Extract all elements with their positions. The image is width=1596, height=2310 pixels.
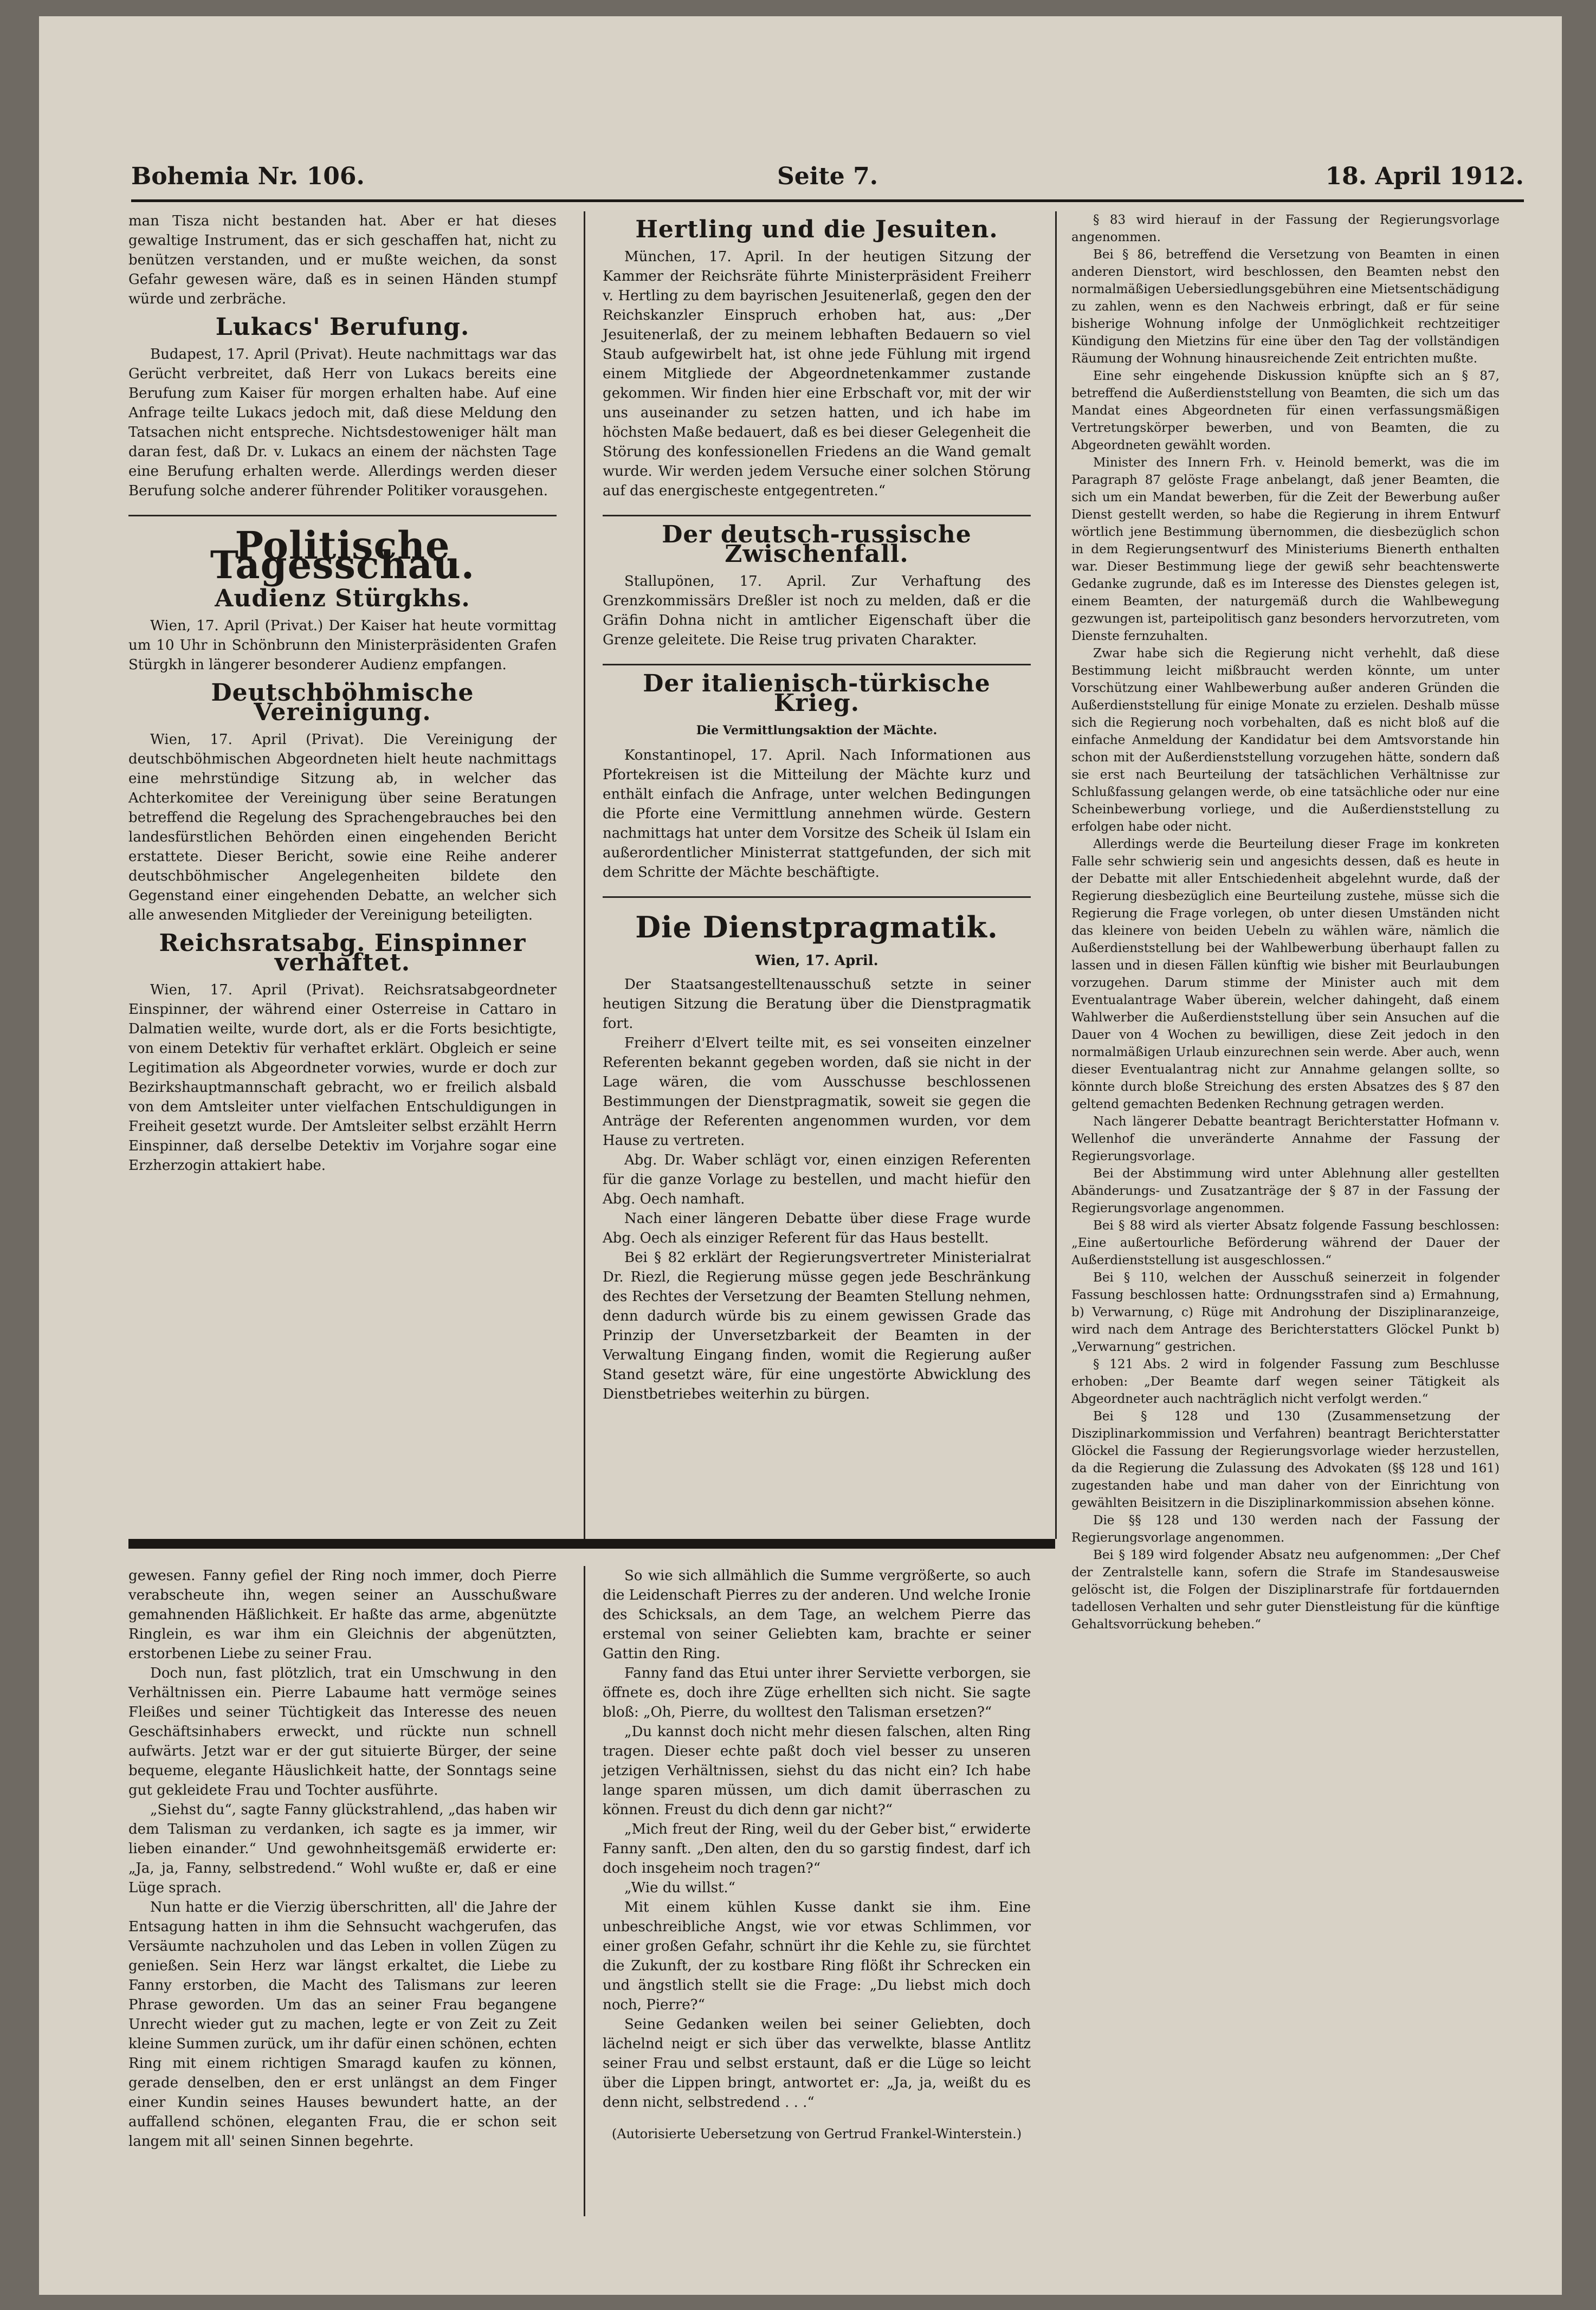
feuilleton-paragraph: „Du kannst doch nicht mehr diesen falschen, alten Ring tragen. Dieser echte paßt doch viel besser zu unseren jetzigen Verhältnissen, siehst du das nicht ein? Ich habe lange sparen müssen, um dich damit überraschen zu können. Freust du dich denn gar nicht?“ (603, 1724, 1031, 1818)
divider (603, 896, 1031, 898)
article-paragraph: Zwar habe sich die Regierung nicht verhehlt, daß diese Bestimmung leicht mißbraucht werden könnte, um unter Vorschützung einer Wahlbewerbung außer anderen Gründen die Außerdienststellung für einige Monate zu erzielen. Deshalb müsse sich die Regierung noch vorbehalten, daß es nicht bloß auf die einfache Anmeldung der Kandidatur bei dem Amtsvorstande hin schon mit der Außerdienststellung vorzugehen hätte, sondern daß sie erst nach Beurteilung der tatsächlichen Verhältnisse zur Schlußfassung gelangen werde, ob eine tatsächliche oder nur eine Scheinbewerbung vorliege, und die Außerdienststellung zu erfolgen habe oder nicht. (1071, 646, 1500, 834)
feuilleton-paragraph: So wie sich allmählich die Summe vergrößerte, so auch die Leidenschaft Pierres zu der anderen. Und welche Ironie des Schicksals, an dem Tage, an welchem Pierre das erstemal von seiner Geliebten kam, brachte er seiner Gattin den Ring. (603, 1568, 1031, 1662)
article-paragraph: Konstantinopel, 17. April. Nach Informationen aus Pfortekreisen ist die Mitteilung der Mächte kurz und enthält einfach die Anfrage, unter welchen Bedingungen die Pforte eine Vermittlung annehmen würde. Gestern nachmittags hat unter dem Vorsitze des Scheik ül Islam ein außerordentlicher Ministerrat stattgefunden, der sich mit dem Schritte der Mächte beschäftigte. (603, 747, 1031, 881)
article-paragraph: Bei § 86, betreffend die Versetzung von Beamten in einen anderen Dienstort, wird beschlossen, den Beamten nebst den normalmäßigen Uebersiedlungsgebühren eine Mietsentschädigung zu zahlen, wenn es den Nachweis erbringt, daß er für seine bisherige Wohnung infolge der Unmöglichkeit rechtzeitiger Kündigung den Mietzins für eine über den Tag der vollständigen Räumung der Wohnung hinausreichende Zeit entrichten mußte. (1071, 248, 1500, 366)
article-title: Der deutsch-russische Zwischenfall. (662, 521, 972, 568)
feuilleton-paragraph: „Wie du willst.“ (624, 1880, 735, 1896)
newspaper-page (39, 16, 1562, 2295)
article-paragraph: Der Staatsangestelltenausschuß setzte in seiner heutigen Sitzung die Beratung über die Dienstpragmatik fort. (603, 976, 1031, 1032)
feuilleton-separator (128, 1539, 1055, 1549)
feuilleton-paragraph: „Siehst du“, sagte Fanny glückstrahlend, „das haben wir dem Talisman zu verdanken, ich sagte es ja immer, wir lieben einander.“ Und gewohnheitsgemäß erwiderte er: „Ja, ja, Fanny, selbstredend.“ Wohl wußte er, daß er eine Lüge sprach. (128, 1802, 557, 1896)
article-paragraph: § 121 Abs. 2 wird in folgender Fassung zum Beschlusse erhoben: „Der Beamte darf wegen seiner Tätigkeit als Abgeordneter auch nachträglich nicht verfolgt werden.“ (1071, 1357, 1500, 1406)
header-rule (131, 199, 1524, 202)
article-paragraph: Budapest, 17. April (Privat). Heute nachmittags war das Gerücht verbreitet, daß Herr von Lukacs bereits eine Berufung zum Kaiser für morgen erhalten habe. Auf eine Anfrage teilte Lukacs jedoch mit, daß diese Meldung den Tatsachen nicht entspreche. Nichtsdestoweniger hält man daran fest, daß Dr. v. Lukacs an einem der nächsten Tage eine Berufung erhalten werde. Allerdings werden dieser Berufung solche anderer führender Politiker vorausgehen. (128, 346, 557, 499)
article-paragraph: Minister des Innern Frh. v. Heinold bemerkt, was die im Paragraph 87 gelöste Frage anbelangt, daß jener Beamten, die sich um ein Mandat bewerben, für die Zeit der Bewerbung außer Dienst gestellt werden, so habe die Regierung in ihrem Entwurf wörtlich jene Bestimmung übernommen, die diesbezüglich schon in dem Regierungsentwurf des Ministeriums Bienerth enthalten war. Dieser Bestimmung liege der gewiß sehr beachtenswerte Gedanke zugrunde, daß es im Interesse des Dienstes gelegen ist, einem Beamten, der naturgemäß durch die Wahlbewegung gezwungen ist, parteipolitisch ganz besonders hervorzutreten, vom Dienste fernzuhalten. (1071, 456, 1500, 643)
article-title: Lukacs' Berufung. (215, 313, 470, 341)
dateline: Wien, 17. April. (755, 953, 878, 969)
article-paragraph: Abg. Dr. Waber schlägt vor, einen einzigen Referenten für die ganze Vorlage zu bestellen, und macht hiefür den Abg. Oech namhaft. (603, 1152, 1031, 1207)
article-paragraph: Wien, 17. April (Privat). Reichsratsabgeordneter Einspinner, der während einer Osterreise in Cattaro in Dalmatien weilte, wurde dort, als er die Forts besichtigte, von einem Detektiv für verhaftet erklärt. Obgleich er seine Legitimation als Abgeordneter vorwies, wurde er doch zur Bezirkshauptmannschaft gebracht, wo er freilich alsbald von dem Amtsleiter unter vielfachen Entschuldigungen in Freiheit gesetzt wurde. Der Amtsleiter selbst erzählt Herrn Einspinner, daß derselbe Detektiv im Vorjahre sogar eine Erzherzogin attakiert habe. (128, 982, 557, 1174)
column-1 (128, 211, 557, 1175)
article-paragraph: Nach einer längeren Debatte über diese Frage wurde Abg. Oech als einziger Referent für das Haus bestellt. (603, 1211, 1031, 1246)
feuilleton-paragraph: Mit einem kühlen Kusse dankt sie ihm. Eine unbeschreibliche Angst, wie vor etwas Schlimmen, vor einer großen Gefahr, schnürt ihr die Kehle zu, sie fürchtet die Zukunft, der zu kostbare Ring flößt ihr Schrecken ein und ängstlich stellt sie die Frage: „Du liebst mich doch noch, Pierre?“ (603, 1899, 1031, 2013)
article-paragraph: Wien, 17. April (Privat.) Der Kaiser hat heute vormittag um 10 Uhr in Schönbrunn den Ministerpräsidenten Grafen Stürgkh in längerer besonderer Audienz empfangen. (128, 618, 557, 673)
feuilleton-paragraph: Seine Gedanken weilen bei seiner Geliebten, doch lächelnd neigt er sich über das verwelkte, blasse Antlitz seiner Frau und selbst erstaunt, daß er die Lüge so leicht über die Lippen bringt, antwortet er: „Ja, ja, weißt du es denn nicht, selbstredend . . .“ (603, 2016, 1031, 2111)
article-title: Hertling und die Jesuiten. (635, 216, 998, 243)
article-paragraph: Bei § 110, welchen der Ausschuß seinerzeit in folgender Fassung beschlossen hatte: Ordnungsstrafen sind a) Ermahnung, b) Verwarnung, c) Rüge mit Androhung der Disziplinaranzeige, wird nach dem Antrage des Berichterstatters Glöckel Punkt b) „Verwarnung“ gestrichen. (1071, 1271, 1500, 1354)
column-3 (1071, 211, 1500, 1633)
feuilleton-paragraph: „Mich freut der Ring, weil du der Geber bist,“ erwiderte Fanny sanft. „Den alten, den du so garstig findest, darf ich doch insgeheim noch tragen?“ (603, 1821, 1031, 1877)
article-paragraph: Bei § 189 wird folgender Absatz neu aufgenommen: „Der Chef der Zentralstelle kann, sofern die Strafe im Standesausweise gelöscht ist, die Folgen der Disziplinarstrafe für fortdauernden tadellosen Verhalten und sehr guter Dienstleistung für die künftige Gehaltsvorrückung beheben.“ (1071, 1548, 1500, 1632)
article-paragraph: man Tisza nicht bestanden hat. Aber er hat dieses gewaltige Instrument, das er sich geschaffen hat, nicht zu benützen verstanden, und er mußte weichen, da sonst Gefahr gewesen wäre, daß es in seinen Händen stumpf würde und zerbräche. (128, 213, 557, 307)
translation-credit: (Autorisierte Uebersetzung von Gertrud Frankel-Winterstein.) (611, 2126, 1022, 2141)
article-paragraph: Bei § 88 wird als vierter Absatz folgende Fassung beschlossen: „Eine außertourliche Beförderung während der Dauer der Außerdienststellung ist ausgeschlossen.“ (1071, 1219, 1500, 1267)
page-number: Seite 7. (777, 163, 878, 190)
divider (128, 515, 557, 516)
column-2 (603, 211, 1031, 1404)
article-paragraph: Bei § 82 erklärt der Regierungsvertreter Ministerialrat Dr. Riezl, die Regierung müsse gegen jede Beschränkung des Rechtes der Versetzung der Beamten Stellung nehmen, denn dadurch würde bis zu einem gewissen Grade das Prinzip der Unversetzbarkeit der Beamten in der Verwaltung Eingang finden, womit die Regierung außer Stand gesetzt wäre, für eine ungestörte Abwicklung des Dienstbetriebes weiterhin zu bürgen. (603, 1250, 1031, 1402)
paper-name: Bohemia Nr. 106. (131, 163, 365, 190)
feuilleton-right (603, 1566, 1031, 2144)
feuilleton-paragraph: Fanny fand das Etui unter ihrer Serviette verborgen, sie öffnete es, doch ihre Züge erhellten sich nicht. Sie sagte bloß: „Oh, Pierre, du wolltest den Talisman ersetzen?“ (603, 1665, 1031, 1720)
article-subtitle: Die Vermittlungsaktion der Mächte. (696, 723, 938, 737)
divider (603, 515, 1031, 516)
column-rule (584, 1566, 585, 2216)
article-paragraph: München, 17. April. In der heutigen Sitzung der Kammer der Reichsräte führte Ministerpräsident Freiherr v. Hertling zu dem bayrischen Jesuitenerlaß, gegen den der Reichskanzler Einspruch erhoben hat, aus: „Der Jesuitenerlaß, der zu meinem lebhaften Bedauern so viel Staub aufgewirbelt hat, ist ohne jede Fühlung mit irgend einem Mitgliede der Abgeordnetenkammer zustande gekommen. Wir finden hier eine Erbschaft vor, mit der wir uns auseinander zu setzen hatten, und ich habe im höchsten Maße bedauert, daß es bei dieser Gelegenheit die Störung des konfessionellen Friedens an die Wand gemalt wurde. Wir werden jedem Versuche einer solchen Störung auf das energischeste entgegentreten.“ (603, 249, 1031, 499)
feuilleton-paragraph: Doch nun, fast plötzlich, trat ein Umschwung in den Verhältnissen ein. Pierre Labaume hatt vermöge seines Fleißes und seiner Tüchtigkeit das Interesse des neuen Geschäftsinhabers erweckt, und rückte nun schnell aufwärts. Jetzt war er der gut situierte Bürger, der seine bequeme, elegante Häuslichkeit hatte, der Sonntags seine gut gekleidete Frau und Tochter ausführte. (128, 1665, 557, 1798)
article-paragraph: Eine sehr eingehende Diskussion knüpfte sich an § 87, betreffend die Außerdienststellung von Beamten, die sich um das Mandat eines Abgeordneten für einen verfassungsmäßigen Vertretungskörper bewerben, und von Beamten, die zu Abgeordneten gewählt worden. (1071, 369, 1500, 452)
article-title: Der italienisch-türkische Krieg. (643, 670, 991, 717)
article-paragraph: Allerdings werde die Beurteilung dieser Frage im konkreten Falle sehr schwierig sein und angesichts dessen, daß es heute in der Debatte mit aller Entschiedenheit abgelehnt wurde, daß der Regierung diesbezüglich eine Beurteilung zustehe, müsse sich die Regierung die Frage vorlegen, ob unter diesen Umständen nicht das kleinere von beiden Uebeln zu wählen wäre, nämlich die Außerdienststellung bei der Wahlbewerbung überhaupt fallen zu lassen und in diesen Fällen künftig wie bisher mit Beurlaubungen vorzugehen. Darum stimme der Minister auch mit dem Eventualantrage Waber überein, welcher dahingeht, daß einem Wahlwerber die Außerdienststellung über sein Ansuchen auf die Dauer von 4 Wochen zu bewilligen, diese Zeit jedoch in den normalmäßigen Urlaub einzurechnen sein werde. Aber auch, wenn dieser Eventualantrag nicht zur Annahme gelangen sollte, so könnte durch bloße Streichung des ersten Absatzes des § 87 den geltend gemachten Bedenken Rechnung getragen werden. (1071, 837, 1500, 1111)
article-title: Die Dienstpragmatik. (635, 910, 998, 944)
divider (603, 664, 1031, 665)
feuilleton-paragraph: Nun hatte er die Vierzig überschritten, all' die Jahre der Entsagung hatten in ihm die Sehnsucht wachgerufen, das Versäumte nachzuholen und das Leben in vollen Zügen zu genießen. Sein Herz war längst erkaltet, die Liebe zu Fanny erstorben, die Macht des Talismans zur leeren Phrase geworden. Um das an seiner Frau begangene Unrecht wieder gut zu machen, legte er von Zeit zu Zeit kleine Summen zurück, um ihr dafür einen schönen, echten Ring mit einem richtigen Smaragd kaufen zu können, gerade denselben, den er erst unlängst an dem Finger einer Kundin seines Hauses bewundert hatte, an der auffallend schönen, eleganten Frau, die er schon seit langem mit all' seinen Sinnen begehrte. (128, 1899, 557, 2150)
article-paragraph: Bei der Abstimmung wird unter Ablehnung aller gestellten Abänderungs- und Zusatzanträge der § 87 in der Fassung der Regierungsvorlage angenommen. (1071, 1167, 1500, 1215)
page-header (131, 152, 1524, 200)
article-title: Deutschböhmische Vereinigung. (211, 679, 474, 726)
article-paragraph: Stallupönen, 17. April. Zur Verhaftung des Grenzkommissärs Dreßler ist noch zu melden, daß er die Gräfin Dohna nicht in amtlicher Eigenschaft über die Grenze geleitete. Die Reise trug privaten Charakter. (603, 573, 1031, 648)
section-title: Politische Tagesschau. (210, 523, 475, 587)
column-rule (584, 211, 585, 1539)
article-paragraph: § 83 wird hierauf in der Fassung der Regierungsvorlage angenommen. (1071, 213, 1500, 244)
article-paragraph: Die §§ 128 und 130 werden nach der Fassung der Regierungsvorlage angenommen. (1071, 1513, 1500, 1545)
issue-date: 18. April 1912. (1325, 163, 1524, 190)
feuilleton-left (128, 1566, 557, 2151)
article-title: Audienz Stürgkhs. (215, 585, 470, 612)
article-paragraph: Nach längerer Debatte beantragt Berichterstatter Hofmann v. Wellenhof die unveränderte Annahme der Fassung der Regierungsvorlage. (1071, 1115, 1500, 1163)
article-title: Reichsratsabg. Einspinner verhaftet. (159, 929, 526, 976)
feuilleton-paragraph: gewesen. Fanny gefiel der Ring noch immer, doch Pierre verabscheute ihn, wegen seiner an Ausschußware gemahnenden Häßlichkeit. Er haßte das arme, abgenützte Ringlein, es war ihm ein Gleichnis der abgenützten, erstorbenen Liebe zu seiner Frau. (128, 1568, 557, 1662)
article-paragraph: Wien, 17. April (Privat). Die Vereinigung der deutschböhmischen Abgeordneten hielt heute nachmittags eine mehrstündige Sitzung ab, in welcher das Achterkomitee der Vereinigung über seine Beratungen betreffend die Regelung des Sprachengebrauches bei den landesfürstlichen Behörden einen eingehenden Bericht erstattete. Dieser Bericht, sowie eine Reihe anderer deutschböhmischer Angelegenheiten bildete den Gegenstand einer eingehenden Debatte, an welcher sich alle anwesenden Mitglieder der Vereinigung beteiligten. (128, 732, 557, 923)
article-paragraph: Bei § 128 und 130 (Zusammensetzung der Disziplinarkommission und Verfahren) beantragt Berichterstatter Glöckel die Fassung der Regierungsvorlage wieder herzustellen, da die Regierung die Zulassung des Advokaten (§§ 128 und 161) zugestanden habe und man daher von der Einrichtung von gewählten Beisitzern in die Disziplinarkommission absehen könne. (1071, 1409, 1500, 1510)
column-rule (1055, 211, 1057, 1539)
article-paragraph: Freiherr d'Elvert teilte mit, es sei vonseiten einzelner Referenten bekannt gegeben worden, daß sie nicht in der Lage wären, die vom Ausschusse beschlossenen Bestimmungen der Dienstpragmatik, soweit sie gegen die Anträge der Referenten angenommen wurden, vor dem Hause zu vertreten. (603, 1035, 1031, 1149)
